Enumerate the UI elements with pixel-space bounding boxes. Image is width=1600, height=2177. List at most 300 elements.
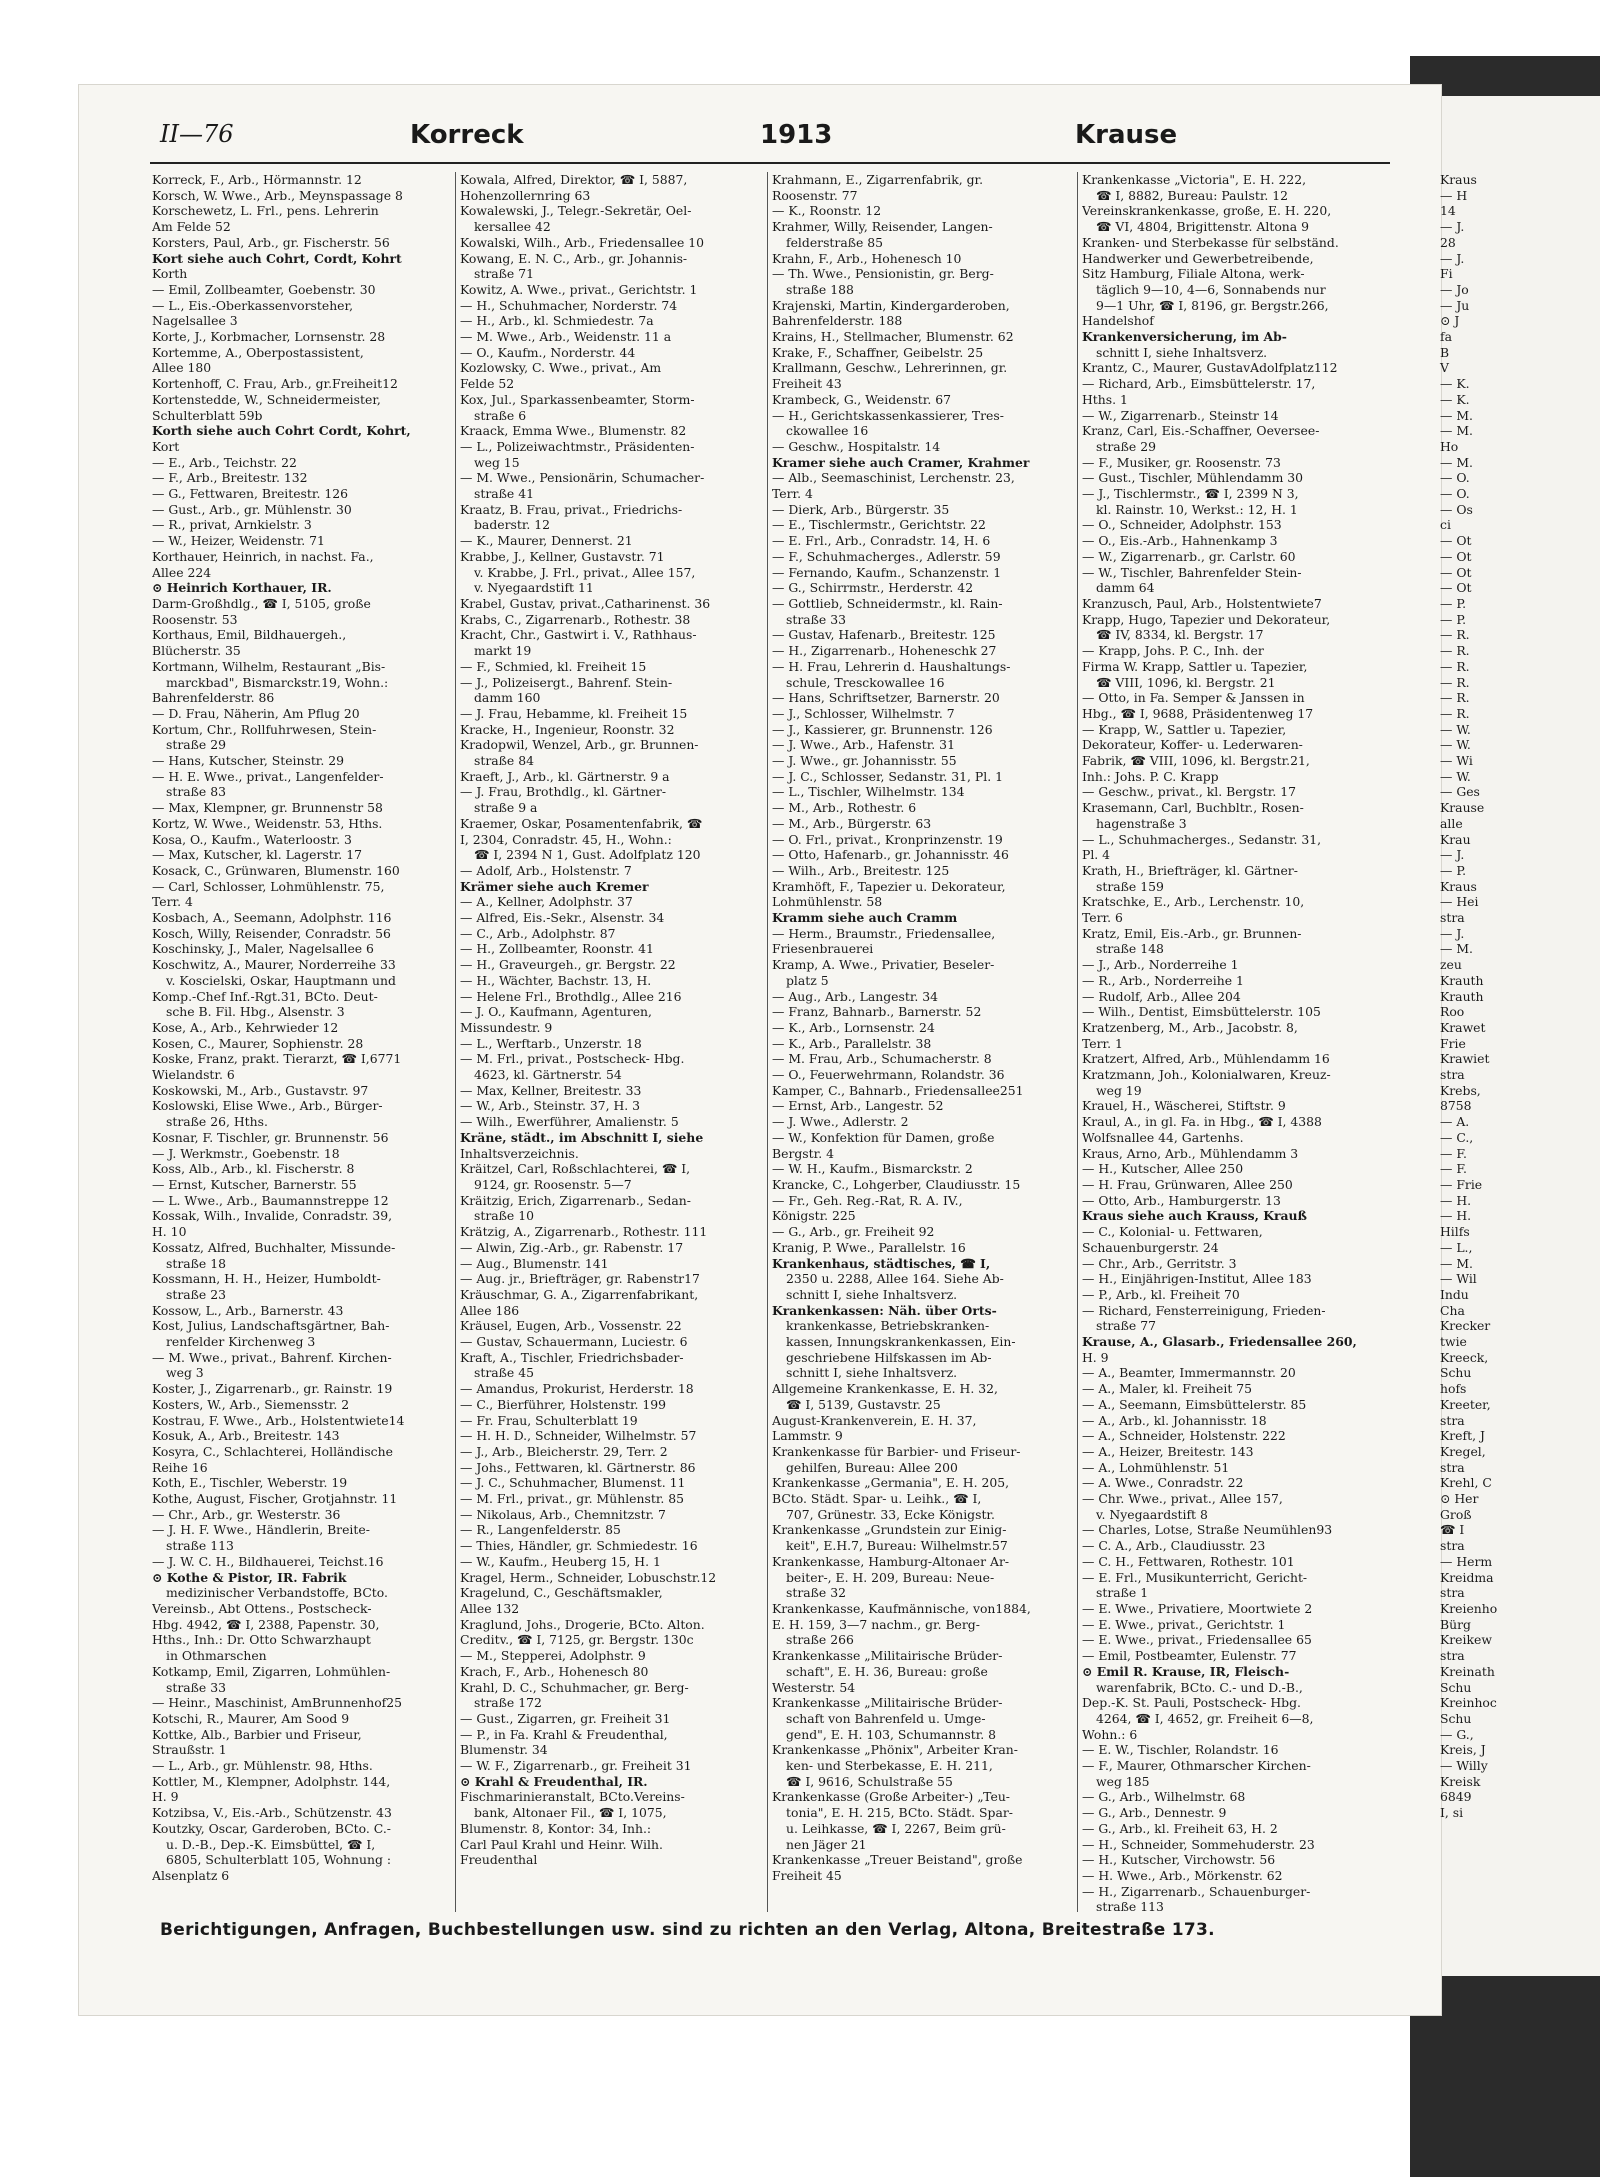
directory-line: Koslowski, Elise Wwe., Arb., Bürger-: [152, 1098, 383, 1114]
directory-line: Kratzmann, Joh., Kolonialwaren, Kreuz-: [1082, 1067, 1331, 1083]
directory-line: ckowallee 16: [786, 423, 869, 439]
directory-line: — Wilh., Dentist, Eimsbüttelerstr. 105: [1082, 1004, 1321, 1020]
edge-fragment: Krauth: [1440, 972, 1484, 988]
directory-line: sche B. Fil. Hbg., Alsenstr. 3: [166, 1004, 345, 1020]
directory-line: — W., Kaufm., Heuberg 15, H. 1: [460, 1553, 661, 1569]
directory-line: weg 19: [1096, 1082, 1142, 1098]
directory-line: Kranzusch, Paul, Arb., Holstentwiete7: [1082, 595, 1322, 611]
edge-fragment: Kraus: [1440, 172, 1477, 187]
directory-line: Kratz, Emil, Eis.-Arb., gr. Brunnen-: [1082, 925, 1302, 941]
edge-fragment: Krehl, C: [1440, 1475, 1492, 1491]
directory-line: — Otto, in Fa. Semper & Janssen in: [1082, 690, 1305, 706]
directory-line: — Dierk, Arb., Bürgerstr. 35: [772, 501, 950, 517]
directory-line: — Nikolaus, Arb., Chemnitzstr. 7: [460, 1506, 666, 1522]
directory-line: BCto. Städt. Spar- u. Leihk., ☎ I,: [772, 1491, 982, 1507]
edge-fragment: — H.: [1440, 1192, 1472, 1208]
directory-line: — Gust., Arb., gr. Mühlenstr. 30: [152, 501, 352, 517]
directory-line: Terr. 4: [152, 894, 193, 910]
directory-line: — H., Wächter, Bachstr. 13, H.: [460, 972, 652, 988]
directory-line: — H. Frau, Lehrerin d. Haushaltungs-: [772, 658, 1011, 674]
directory-line: marckbad", Bismarckstr.19, Wohn.:: [166, 674, 389, 690]
edge-fragment: — M.: [1440, 454, 1473, 470]
directory-line: straße 148: [1096, 941, 1164, 957]
edge-fragment: Krebs,: [1440, 1082, 1481, 1098]
directory-line: Kosyra, C., Schlachterei, Holländische: [152, 1443, 393, 1459]
right-keyword: Krause: [1075, 120, 1178, 150]
directory-line: — L. Wwe., Arb., Baumannstreppe 12: [152, 1192, 389, 1208]
directory-line: Kost, Julius, Landschaftsgärtner, Bah-: [152, 1318, 390, 1334]
directory-line: Kortmann, Wilhelm, Restaurant „Bis-: [152, 658, 386, 674]
directory-line: — H., Kutscher, Allee 250: [1082, 1161, 1244, 1177]
edge-fragment: — Hei: [1440, 894, 1479, 910]
directory-line: straße 33: [786, 611, 846, 627]
directory-line: — Chr. Wwe., privat., Allee 157,: [1082, 1491, 1283, 1507]
directory-line: Handwerker und Gewerbetreibende,: [1082, 250, 1314, 266]
directory-line: Wohn.: 6: [1082, 1726, 1138, 1742]
directory-line: Kowalewski, J., Telegr.-Sekretär, Oel-: [460, 203, 692, 219]
edge-fragment: stra: [1440, 1412, 1465, 1428]
directory-line: — Carl, Schlosser, Lohmühlenstr. 75,: [152, 878, 385, 894]
directory-line: — Chr., Arb., Gerritstr. 3: [1082, 1255, 1237, 1271]
directory-line: — H. H. D., Schneider, Wilhelmstr. 57: [460, 1428, 697, 1444]
directory-line: Krancke, C., Lohgerber, Claudiusstr. 15: [772, 1177, 1021, 1192]
directory-line: — Rudolf, Arb., Allee 204: [1082, 988, 1241, 1004]
edge-fragment: — J.: [1440, 219, 1465, 235]
directory-line: Kosch, Willy, Reisender, Conradstr. 56: [152, 925, 391, 941]
directory-line: ☎ I, 5139, Gustavstr. 25: [786, 1396, 941, 1412]
edge-fragment: Krawet: [1440, 1019, 1486, 1035]
directory-line: Kotzibsa, V., Eis.-Arb., Schützenstr. 43: [152, 1805, 392, 1821]
edge-fragment: — Ot: [1440, 580, 1472, 596]
directory-line: damm 160: [474, 690, 541, 706]
edge-fragment: — Frie: [1440, 1177, 1483, 1192]
directory-line: — L., Polizeiwachtmstr., Präsidenten-: [460, 438, 695, 454]
directory-line: — J. C., Schlosser, Sedanstr. 31, Pl. 1: [772, 768, 1003, 784]
directory-line: Kosnar, F. Tischler, gr. Brunnenstr. 56: [152, 1129, 389, 1145]
directory-line: Kamper, C., Bahnarb., Friedensallee251: [772, 1082, 1024, 1098]
column-1: [152, 172, 444, 1884]
directory-line: — J., Kassierer, gr. Brunnenstr. 126: [772, 721, 993, 737]
directory-line: medizinischer Verbandstoffe, BCto.: [166, 1585, 388, 1601]
directory-line: Kraack, Emma Wwe., Blumenstr. 82: [460, 423, 687, 439]
directory-line: — Gust., Tischler, Mühlendamm 30: [1082, 470, 1304, 486]
directory-line: Krahmer, Willy, Reisender, Langen-: [772, 219, 993, 235]
directory-line: — C., Arb., Adolphstr. 87: [460, 925, 616, 941]
directory-line: — Thies, Händler, gr. Schmiedestr. 16: [460, 1538, 698, 1554]
edge-fragment: 8758: [1440, 1098, 1472, 1114]
directory-line: Korsters, Paul, Arb., gr. Fischerstr. 56: [152, 234, 390, 250]
directory-line: Allee 180: [152, 360, 212, 376]
directory-line: kl. Rainstr. 10, Werkst.: 12, H. 1: [1096, 501, 1298, 517]
directory-line: Kortemme, A., Oberpostassistent,: [152, 344, 364, 360]
directory-line: — Otto, Arb., Hamburgerstr. 13: [1082, 1192, 1281, 1208]
directory-line: Koske, Franz, prakt. Tierarzt, ☎ I,6771: [152, 1051, 402, 1067]
directory-line: Kracht, Chr., Gastwirt i. V., Rathhaus-: [460, 627, 697, 643]
directory-line: — Franz, Bahnarb., Barnerstr. 52: [772, 1004, 982, 1020]
directory-line: straße 10: [474, 1208, 534, 1224]
directory-line: Kotkamp, Emil, Zigarren, Lohmühlen-: [152, 1663, 391, 1679]
directory-line: Krankenkasse „Militairische Brüder-: [772, 1648, 1003, 1664]
edge-fragment: — Os: [1440, 501, 1473, 517]
edge-fragment: — G.,: [1440, 1726, 1474, 1742]
directory-line: — H., Einjährigen-Institut, Allee 183: [1082, 1271, 1312, 1287]
edge-fragment: — W.: [1440, 721, 1471, 737]
directory-line: — M. Wwe., Pensionärin, Schumacher-: [460, 470, 705, 486]
edge-fragment: stra: [1440, 1538, 1465, 1554]
directory-line: straße 83: [166, 784, 226, 800]
edge-fragment: — Jo: [1440, 281, 1469, 297]
directory-line: straße 113: [1096, 1899, 1164, 1915]
directory-line: 9124, gr. Roosenstr. 5—7: [474, 1177, 632, 1192]
directory-line: Kotschi, R., Maurer, Am Sood 9: [152, 1710, 350, 1726]
directory-line: — Chr., Arb., gr. Westerstr. 36: [152, 1506, 341, 1522]
edge-fragment: — R.: [1440, 627, 1470, 643]
directory-line: platz 5: [786, 972, 829, 988]
directory-line: v. Nyegaardstift 11: [474, 580, 594, 596]
directory-line: weg 185: [1096, 1773, 1150, 1789]
directory-line: Kratzenberg, M., Arb., Jacobstr. 8,: [1082, 1019, 1298, 1035]
edge-fragment: — J.: [1440, 847, 1465, 863]
directory-line: Kranig, P. Wwe., Parallelstr. 16: [772, 1239, 966, 1255]
directory-line: August-Krankenverein, E. H. 37,: [772, 1412, 977, 1428]
directory-line: — W., Tischler, Bahrenfelder Stein-: [1082, 564, 1302, 580]
directory-line: — J., Schlosser, Wilhelmstr. 7: [772, 705, 955, 721]
directory-line: — Aug., Blumenstr. 141: [460, 1255, 609, 1271]
directory-line: Kosbach, A., Seemann, Adolphstr. 116: [152, 910, 392, 926]
directory-line: — Alfred, Eis.-Sekr., Alsenstr. 34: [460, 910, 665, 926]
directory-line: — Aug., Arb., Langestr. 34: [772, 988, 939, 1004]
edge-fragment: Kreisk: [1440, 1773, 1481, 1789]
directory-line: Kosa, O., Kaufm., Waterloostr. 3: [152, 831, 352, 847]
directory-line: — G., Arb., kl. Freiheit 63, H. 2: [1082, 1820, 1278, 1836]
directory-line: täglich 9—10, 4—6, Sonnabends nur: [1096, 281, 1326, 297]
directory-line: Sitz Hamburg, Filiale Altona, werk-: [1082, 266, 1305, 282]
directory-line: weg 15: [474, 454, 520, 470]
directory-line: Kraus, Arno, Arb., Mühlendamm 3: [1082, 1145, 1299, 1161]
directory-line: Kraft, A., Tischler, Friedrichsbader-: [460, 1349, 684, 1365]
directory-line: — E. W., Tischler, Rolandstr. 16: [1082, 1742, 1279, 1758]
edge-fragment: Schu: [1440, 1710, 1472, 1726]
directory-line: Kräitzig, Erich, Zigarrenarb., Sedan-: [460, 1192, 691, 1208]
edge-fragment: — Ges: [1440, 784, 1480, 800]
edge-fragment: — M.: [1440, 941, 1473, 957]
edge-fragment: Krause: [1440, 800, 1485, 816]
directory-line: Kosen, C., Maurer, Sophienstr. 28: [152, 1035, 364, 1051]
directory-line: — O., Feuerwehrmann, Rolandstr. 36: [772, 1067, 1005, 1083]
directory-line: — Alb., Seemaschinist, Lerchenstr. 23,: [772, 470, 1015, 486]
directory-line: — G., Arb., Wilhelmstr. 68: [1082, 1789, 1246, 1805]
directory-line: Kraul, A., in gl. Fa. in Hbg., ☎ I, 4388: [1082, 1114, 1322, 1130]
directory-line: straße 266: [786, 1632, 854, 1648]
directory-line: — C., Kolonial- u. Fettwaren,: [1082, 1224, 1263, 1240]
directory-line: — J., Arb., Norderreihe 1: [1082, 957, 1239, 973]
directory-line: Hths., Inh.: Dr. Otto Schwarzhaupt: [152, 1632, 371, 1648]
directory-line: Korthaus, Emil, Bildhauergeh.,: [152, 627, 347, 643]
directory-line: Reihe 16: [152, 1459, 208, 1475]
directory-line: — J., Tischlermstr., ☎ I, 2399 N 3,: [1082, 486, 1299, 502]
edge-fragment: Krecker: [1440, 1318, 1491, 1334]
directory-line: Koth, E., Tischler, Weberstr. 19: [152, 1475, 348, 1491]
directory-line: bank, Altonaer Fil., ☎ I, 1075,: [474, 1805, 667, 1821]
directory-line: — Gustav, Hafenarb., Breitestr. 125: [772, 627, 996, 643]
directory-line: u. Leihkasse, ☎ I, 2267, Beim grü-: [786, 1820, 1006, 1836]
directory-line: ⊙ Kothe & Pistor, IR. Fabrik: [152, 1569, 347, 1585]
directory-line: Inhaltsverzeichnis.: [460, 1145, 579, 1161]
directory-line: Kraeft, J., Arb., kl. Gärtnerstr. 9 a: [460, 768, 670, 784]
directory-line: — K., Arb., Parallelstr. 38: [772, 1035, 932, 1051]
directory-line: Kracke, H., Ingenieur, Roonstr. 32: [460, 721, 675, 737]
directory-line: — R., Langenfelderstr. 85: [460, 1522, 621, 1538]
directory-line: H. 10: [152, 1224, 187, 1240]
directory-line: — M., Arb., Rothestr. 6: [772, 800, 917, 816]
directory-line: Kräitzel, Carl, Roßschlachterei, ☎ I,: [460, 1161, 691, 1177]
directory-line: — Geschw., privat., kl. Bergstr. 17: [1082, 784, 1296, 800]
directory-line: ⊙ Emil R. Krause, IR, Fleisch-: [1082, 1663, 1290, 1679]
directory-line: — A., Heizer, Breitestr. 143: [1082, 1443, 1254, 1459]
directory-line: ken- und Sterbekasse, E. H. 211,: [786, 1758, 993, 1774]
directory-line: — Gust., Zigarren, gr. Freiheit 31: [460, 1710, 671, 1726]
directory-line: felderstraße 85: [786, 234, 884, 250]
directory-line: Kozlowsky, C. Wwe., privat., Am: [460, 360, 662, 376]
directory-line: — Th. Wwe., Pensionistin, gr. Berg-: [772, 266, 994, 282]
edge-fragment: I, si: [1440, 1805, 1464, 1821]
directory-line: Kragel, Herm., Schneider, Lobuschstr.12: [460, 1569, 717, 1585]
edge-fragment: — Wi: [1440, 753, 1473, 769]
directory-line: Korreck, F., Arb., Hörmannstr. 12: [152, 172, 362, 187]
directory-line: Kothe, August, Fischer, Grotjahnstr. 11: [152, 1491, 398, 1507]
directory-line: keit", E.H.7, Bureau: Wilhelmstr.57: [786, 1538, 1008, 1554]
directory-line: Kortz, W. Wwe., Weidenstr. 53, Hths.: [152, 815, 383, 831]
directory-line: — H., Graveurgeh., gr. Bergstr. 22: [460, 957, 676, 973]
directory-line: — J. Werkmstr., Goebenstr. 18: [152, 1145, 340, 1161]
directory-line: Bahrenfelderstr. 188: [772, 313, 903, 329]
directory-line: — O. Frl., privat., Kronprinzenstr. 19: [772, 831, 1003, 847]
directory-line: Vereinskrankenkasse, große, E. H. 220,: [1082, 203, 1332, 219]
edge-fragment: — K.: [1440, 376, 1470, 392]
directory-line: — Hans, Schriftsetzer, Barnerstr. 20: [772, 690, 1000, 706]
directory-line: Krantz, C., Maurer, GustavAdolfplatz112: [1082, 360, 1338, 376]
directory-line: — F., Arb., Breitestr. 132: [152, 470, 308, 486]
directory-line: Blumenstr. 34: [460, 1742, 548, 1758]
edge-fragment: — P.: [1440, 611, 1467, 627]
directory-line: Terr. 1: [1082, 1035, 1123, 1051]
directory-line: — O., Kaufm., Norderstr. 44: [460, 344, 636, 360]
directory-line: gend", E. H. 103, Schumannstr. 8: [786, 1726, 997, 1742]
directory-line: — Wilh., Arb., Breitestr. 125: [772, 862, 950, 878]
directory-line: — H. E. Wwe., privat., Langenfelder-: [152, 768, 384, 784]
directory-line: Krahmann, E., Zigarrenfabrik, gr.: [772, 172, 984, 187]
directory-line: — Heinr., Maschinist, AmBrunnenhof25: [152, 1695, 403, 1711]
directory-line: — F., Musiker, gr. Roosenstr. 73: [1082, 454, 1281, 470]
edge-fragment: — Ju: [1440, 297, 1470, 313]
year: 1913: [760, 120, 833, 150]
edge-fragment: — O.: [1440, 486, 1470, 502]
directory-line: Hbg. 4942, ☎ I, 2388, Papenstr. 30,: [152, 1616, 380, 1632]
directory-line: — Max, Klempner, gr. Brunnenstr 58: [152, 800, 383, 816]
directory-line: Kowala, Alfred, Direktor, ☎ I, 5887,: [460, 172, 688, 187]
directory-line: Krankenkasse, Hamburg-Altonaer Ar-: [772, 1553, 1010, 1569]
directory-line: 4264, ☎ I, 4652, gr. Freiheit 6—8,: [1096, 1710, 1314, 1726]
directory-line: — M., Stepperei, Adolphstr. 9: [460, 1648, 646, 1664]
edge-fragment: — O.: [1440, 470, 1470, 486]
edge-fragment: zeu: [1440, 957, 1462, 973]
directory-line: Kramhöft, F., Tapezier u. Dekorateur,: [772, 878, 1006, 894]
directory-line: — C., Bierführer, Holstenstr. 199: [460, 1396, 667, 1412]
directory-line: Kraus siehe auch Krauss, Krauß: [1082, 1208, 1307, 1224]
directory-line: Kragelund, C., Geschäftsmakler,: [460, 1585, 663, 1601]
edge-fragment: hofs: [1440, 1381, 1467, 1397]
directory-line: Kortenhoff, C. Frau, Arb., gr.Freiheit12: [152, 376, 398, 392]
directory-line: straße 188: [786, 281, 854, 297]
directory-line: Krankenkasse „Phönix", Arbeiter Kran-: [772, 1742, 1018, 1758]
directory-line: schnitt I, siehe Inhaltsverz.: [786, 1286, 958, 1302]
edge-fragment: — H: [1440, 187, 1468, 203]
directory-line: kersallee 42: [474, 219, 551, 235]
directory-line: Kosters, W., Arb., Siemensstr. 2: [152, 1396, 350, 1412]
directory-line: — P., Arb., kl. Freiheit 70: [1082, 1286, 1240, 1302]
directory-line: Kratschke, E., Arb., Lerchenstr. 10,: [1082, 894, 1305, 910]
edge-fragment: — F.: [1440, 1145, 1467, 1161]
directory-line: geschriebene Hilfskassen im Ab-: [786, 1349, 992, 1365]
directory-line: Krach, F., Arb., Hohenesch 80: [460, 1663, 649, 1679]
edge-fragment: Groß: [1440, 1506, 1472, 1522]
directory-line: Schulterblatt 59b: [152, 407, 263, 423]
edge-fragment: Hilfs: [1440, 1224, 1470, 1240]
directory-line: Krätzig, A., Zigarrenarb., Rothestr. 111: [460, 1224, 708, 1240]
edge-fragment: Ho: [1440, 438, 1459, 454]
edge-fragment: ⊙ Her: [1440, 1491, 1479, 1507]
directory-line: Krabs, C., Zigarrenarb., Rothestr. 38: [460, 611, 691, 627]
directory-line: — K., Arb., Lornsenstr. 24: [772, 1019, 935, 1035]
directory-line: — R., Arb., Norderreihe 1: [1082, 972, 1244, 988]
edge-fragment: stra: [1440, 1585, 1465, 1601]
edge-fragment: — R.: [1440, 690, 1470, 706]
directory-line: Wolfsnallee 44, Gartenhs.: [1082, 1129, 1244, 1145]
directory-line: Krasemann, Carl, Buchbltr., Rosen-: [1082, 800, 1304, 816]
directory-line: Terr. 4: [772, 486, 813, 502]
directory-line: Terr. 6: [1082, 910, 1123, 926]
directory-line: Krankenkasse (Große Arbeiter-) „Teu-: [772, 1789, 1010, 1805]
edge-fragment: Kreidma: [1440, 1569, 1494, 1585]
directory-line: — J., Polizeisergt., Bahrenf. Stein-: [460, 674, 673, 690]
directory-line: Kratzert, Alfred, Arb., Mühlendamm 16: [1082, 1051, 1330, 1067]
directory-line: Fabrik, ☎ VIII, 1096, kl. Bergstr.21,: [1082, 753, 1310, 769]
directory-line: straße 1: [1096, 1585, 1149, 1601]
directory-line: Krahn, F., Arb., Hohenesch 10: [772, 250, 962, 266]
directory-line: Inh.: Johs. P. C. Krapp: [1082, 768, 1219, 784]
directory-line: H. 9: [1082, 1349, 1109, 1365]
column-4: [1082, 172, 1374, 1915]
directory-line: — Alwin, Zig.-Arb., gr. Rabenstr. 17: [460, 1239, 684, 1255]
directory-line: 6805, Schulterblatt 105, Wohnung :: [166, 1852, 392, 1868]
edge-fragment: Fi: [1440, 266, 1453, 282]
edge-fragment: 28: [1440, 234, 1456, 250]
directory-line: Vereinsb., Abt Ottens., Postscheck-: [152, 1600, 372, 1616]
edge-fragment: — M.: [1440, 1255, 1473, 1271]
directory-line: — C. A., Arb., Claudiusstr. 23: [1082, 1538, 1266, 1554]
edge-fragment: fa: [1440, 329, 1452, 345]
edge-fragment: Cha: [1440, 1302, 1465, 1318]
directory-line: Wielandstr. 6: [152, 1067, 235, 1083]
directory-line: — Aug. jr., Briefträger, gr. Rabenstr17: [460, 1271, 700, 1287]
directory-line: — H., Kutscher, Virchowstr. 56: [1082, 1852, 1276, 1868]
directory-line: — M. Frau, Arb., Schumacherstr. 8: [772, 1051, 992, 1067]
directory-line: straße 32: [786, 1585, 846, 1601]
left-keyword: Korreck: [410, 120, 524, 150]
directory-line: Bahrenfelderstr. 86: [152, 690, 275, 706]
edge-fragment: Krawiet: [1440, 1051, 1490, 1067]
directory-line: Kräne, städt., im Abschnitt I, siehe: [460, 1129, 704, 1145]
directory-line: — Fr. Frau, Schulterblatt 19: [460, 1412, 638, 1428]
directory-line: Allee 132: [460, 1600, 520, 1616]
directory-line: — L., Arb., gr. Mühlenstr. 98, Hths.: [152, 1758, 373, 1774]
directory-line: — Fr., Geh. Reg.-Rat, R. A. IV.,: [772, 1192, 963, 1208]
directory-line: v. Koscielski, Oskar, Hauptmann und: [166, 972, 396, 988]
edge-fragment: V: [1440, 360, 1449, 376]
edge-fragment: B: [1440, 344, 1450, 360]
directory-line: straße 29: [166, 737, 226, 753]
directory-line: Friesenbrauerei: [772, 941, 874, 957]
edge-fragment: — H.: [1440, 1208, 1472, 1224]
page-number: II—76: [160, 120, 234, 148]
edge-fragment: twie: [1440, 1334, 1467, 1350]
directory-line: Krankenkassen: Näh. über Orts-: [772, 1302, 997, 1318]
directory-line: — Ernst, Kutscher, Barnerstr. 55: [152, 1177, 357, 1192]
directory-line: Krankenkasse für Barbier- und Friseur-: [772, 1443, 1021, 1459]
directory-line: — Emil, Zollbeamter, Goebenstr. 30: [152, 281, 376, 297]
directory-line: ☎ VI, 4804, Brigittenstr. Altona 9: [1096, 219, 1309, 235]
directory-line: Kraglund, Johs., Drogerie, BCto. Alton.: [460, 1616, 705, 1632]
directory-line: H. 9: [152, 1789, 179, 1805]
edge-fragment: — W.: [1440, 768, 1471, 784]
directory-line: — C. H., Fettwaren, Rothestr. 101: [1082, 1553, 1295, 1569]
directory-line: Krankenkasse „Militairische Brüder-: [772, 1695, 1003, 1711]
directory-line: Kramm siehe auch Cramm: [772, 910, 958, 926]
directory-line: damm 64: [1096, 580, 1155, 596]
edge-fragment: Kreinath: [1440, 1663, 1495, 1679]
directory-line: — M., Arb., Bürgerstr. 63: [772, 815, 932, 831]
directory-line: Nagelsallee 3: [152, 313, 238, 329]
publisher-footer: Berichtigungen, Anfragen, Buchbestellungen usw. sind zu richten an den Verlag, Altona, Breitestraße 173.: [160, 1920, 1215, 1940]
directory-line: — W., Zigarrenarb., gr. Carlstr. 60: [1082, 548, 1296, 564]
edge-fragment: Kraus: [1440, 878, 1477, 894]
directory-line: Allgemeine Krankenkasse, E. H. 32,: [772, 1381, 998, 1397]
header-rule: [150, 162, 1390, 164]
directory-line: Korsch, W. Wwe., Arb., Meynspassage 8: [152, 187, 403, 203]
directory-line: Carl Paul Krahl und Heinr. Wilh.: [460, 1836, 663, 1852]
directory-line: — A., Arb., kl. Johannisstr. 18: [1082, 1412, 1267, 1428]
column-divider: [1077, 172, 1078, 1912]
edge-fragment: — R.: [1440, 705, 1470, 721]
directory-line: — J. Wwe., Adlerstr. 2: [772, 1114, 909, 1130]
directory-line: Korth: [152, 266, 188, 282]
directory-line: v. Nyegaardstift 8: [1096, 1506, 1208, 1522]
directory-line: — J. W. C. H., Bildhauerei, Teichst.16: [152, 1553, 384, 1569]
directory-line: Krause, A., Glasarb., Friedensallee 260,: [1082, 1334, 1357, 1350]
directory-line: — J. H. F. Wwe., Händlerin, Breite-: [152, 1522, 370, 1538]
directory-line: — Gustav, Schauermann, Luciestr. 6: [460, 1334, 688, 1350]
directory-line: Darm-Großhdlg., ☎ I, 5105, große: [152, 595, 371, 611]
edge-fragment: Kreis, J: [1440, 1742, 1486, 1758]
directory-line: Firma W. Krapp, Sattler u. Tapezier,: [1082, 658, 1308, 674]
directory-line: Lammstr. 9: [772, 1428, 843, 1444]
directory-line: markt 19: [474, 643, 532, 659]
directory-line: — Amandus, Prokurist, Herderstr. 18: [460, 1381, 694, 1397]
edge-fragment: — R.: [1440, 643, 1470, 659]
directory-line: Krämer siehe auch Kremer: [460, 878, 649, 894]
directory-line: Blumenstr. 8, Kontor: 34, Inh.:: [460, 1820, 652, 1836]
directory-line: Freiheit 43: [772, 376, 842, 392]
